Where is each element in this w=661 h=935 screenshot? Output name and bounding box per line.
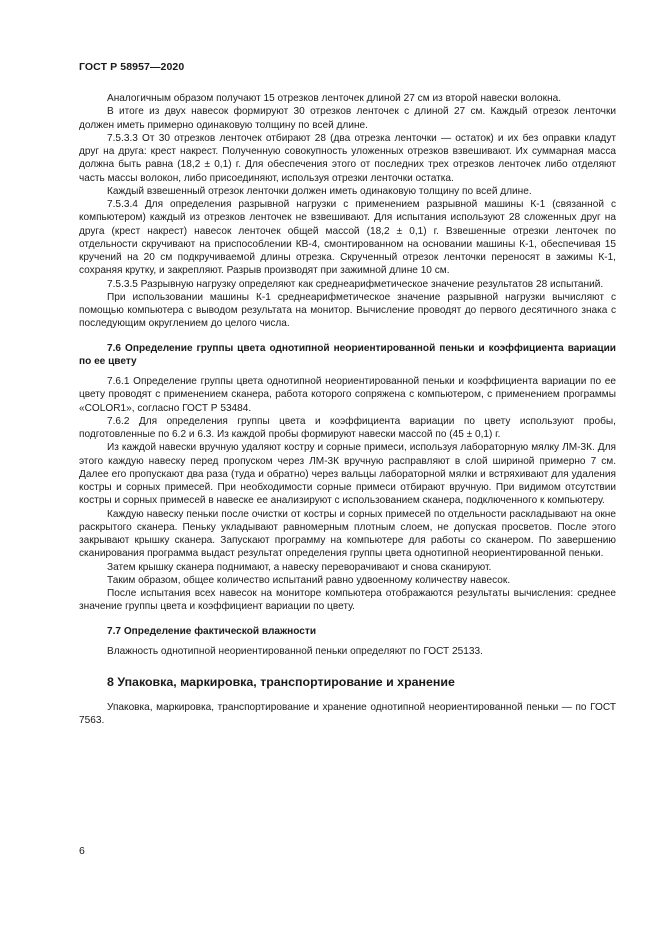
section-7-7-heading: 7.7 Определение фактической влажности	[107, 625, 317, 637]
paragraph: При использовании машины К-1 среднеарифметическое значение разрывной нагрузки вычисляют с помощью компьютера с выводом результата на монитор. Вычисление проводят до первого десятичного знака с последующим округлением до целого числа.	[79, 291, 616, 330]
paragraph-7-5-3-4: 7.5.3.4 Для определения разрывной нагрузки с применением разрывной машины К-1 (связанной с компьютером) каждый из отрезков ленточек не взвешивают. Для испытания используют 28 сложенных друг на друга (крест накрест) навесок ленточек общей массой (18,2 ± 0,1) г. Взвешенные отрезки ленточек по отдельности скручивают на приспособлении КВ-4, смонтированном на основании машины К-1, обеспечивая 15 кручений на 20 см подкручиваемой длины отрезка. Скрученный отрезок ленточки переносят в зажимы К-1, сохраняя крутку, и закрепляют. Разрыв производят при зажимной длине 10 см.	[79, 199, 616, 277]
page-content	[79, 92, 616, 728]
paragraph: Аналогичным образом получают 15 отрезков ленточек длиной 27 см из второй навески волокна.	[107, 93, 562, 104]
paragraph: Из каждой навески вручную удаляют костру и сорные примеси, используя лабораторную мялку ЛМ-3К. Для этого каждую навеску перед пропуском через ЛМ-3К вручную расправляют в слой шириной примерно 7 см. Далее его пропускают два раза (туда и обратно) через вальцы лабораторной мялки и встряхивают для удаления костры и сорных примесей. При необходимости сорные примеси отбирают вручную. При видимом отсутствии костры и сорных примесей в навеске ее анализируют с использованием сканера, подключенного к компьютеру.	[79, 442, 616, 507]
paragraph-7-6-1: 7.6.1 Определение группы цвета однотипной неориентированной пеньки и коэффициента вариации по ее цвету проводят с применением сканера, работа которого сопряжена с компьютером, с применением программы «COLOR1», согласно ГОСТ Р 53484.	[79, 376, 616, 414]
paragraph: Упаковка, маркировка, транспортирование и хранение однотипной неориентированной пеньки — по ГОСТ 7563.	[79, 702, 616, 727]
paragraph: Каждую навеску пеньки после очистки от костры и сорных примесей по отдельности раскладывают на окне раскрытого сканера. Пеньку укладывают равномерным плотным слоем, не допуская просветов. После этого закрывают крышку сканера. Запускают программу на компьютере для работы со сканером. По завершению сканирования программа выдаст результат определения группы цвета однотипной неориентированной пеньки.	[79, 508, 616, 560]
paragraph-7-6-2: 7.6.2 Для определения группы цвета и коэффициента вариации по цвету используют пробы, подготовленные по 6.2 и 6.3. Из каждой пробы формируют навески массой по (45 ± 0,1) г.	[79, 415, 616, 440]
section-7-6-heading: 7.6 Определение группы цвета однотипной неориентированной пеньки и коэффициента вариации по ее цвету	[79, 342, 616, 367]
paragraph: Затем крышку сканера поднимают, а навеску переворачивают и снова сканируют.	[107, 561, 492, 573]
paragraph: Каждый взвешенный отрезок ленточки должен иметь одинаковую толщину по всей длине.	[107, 185, 532, 197]
paragraph: В итоге из двух навесок формируют 30 отрезков ленточек с длиной 27 см. Каждый отрезок ленточки должен иметь примерно одинаковую толщину по всей длине.	[79, 106, 616, 131]
paragraph: Таким образом, общее количество испытаний равно удвоенному количеству навесок.	[107, 574, 511, 586]
section-8-heading: 8 Упаковка, маркировка, транспортирование и хранение	[107, 675, 455, 689]
page-number: 6	[79, 845, 85, 857]
paragraph-7-5-3-5: 7.5.3.5 Разрывную нагрузку определяют как среднеарифметическое значение результатов 28 испытаний.	[107, 278, 604, 290]
paragraph: После испытания всех навесок на мониторе компьютера отображаются результаты вычисления: среднее значение группы цвета и коэффициент вариации по цвету.	[79, 588, 616, 613]
document-header: ГОСТ Р 58957—2020	[79, 61, 185, 73]
paragraph-7-5-3-3: 7.5.3.3 От 30 отрезков ленточек отбирают 28 (два отрезка ленточки — остаток) и их без оправки кладут друг на друга: крест накрест. Полученную совокупность уложенных отрезков взвешивают. Их суммарная масса должна быть равна (18,2 ± 0,1) г. Для обеспечения этого от последних трех отрезков ленточек либо отделяют часть массы волокон, либо присоединяют, используя отрезки ленточки остатка.	[79, 132, 616, 184]
paragraph: Влажность однотипной неориентированной пеньки определяют по ГОСТ 25133.	[107, 645, 483, 657]
